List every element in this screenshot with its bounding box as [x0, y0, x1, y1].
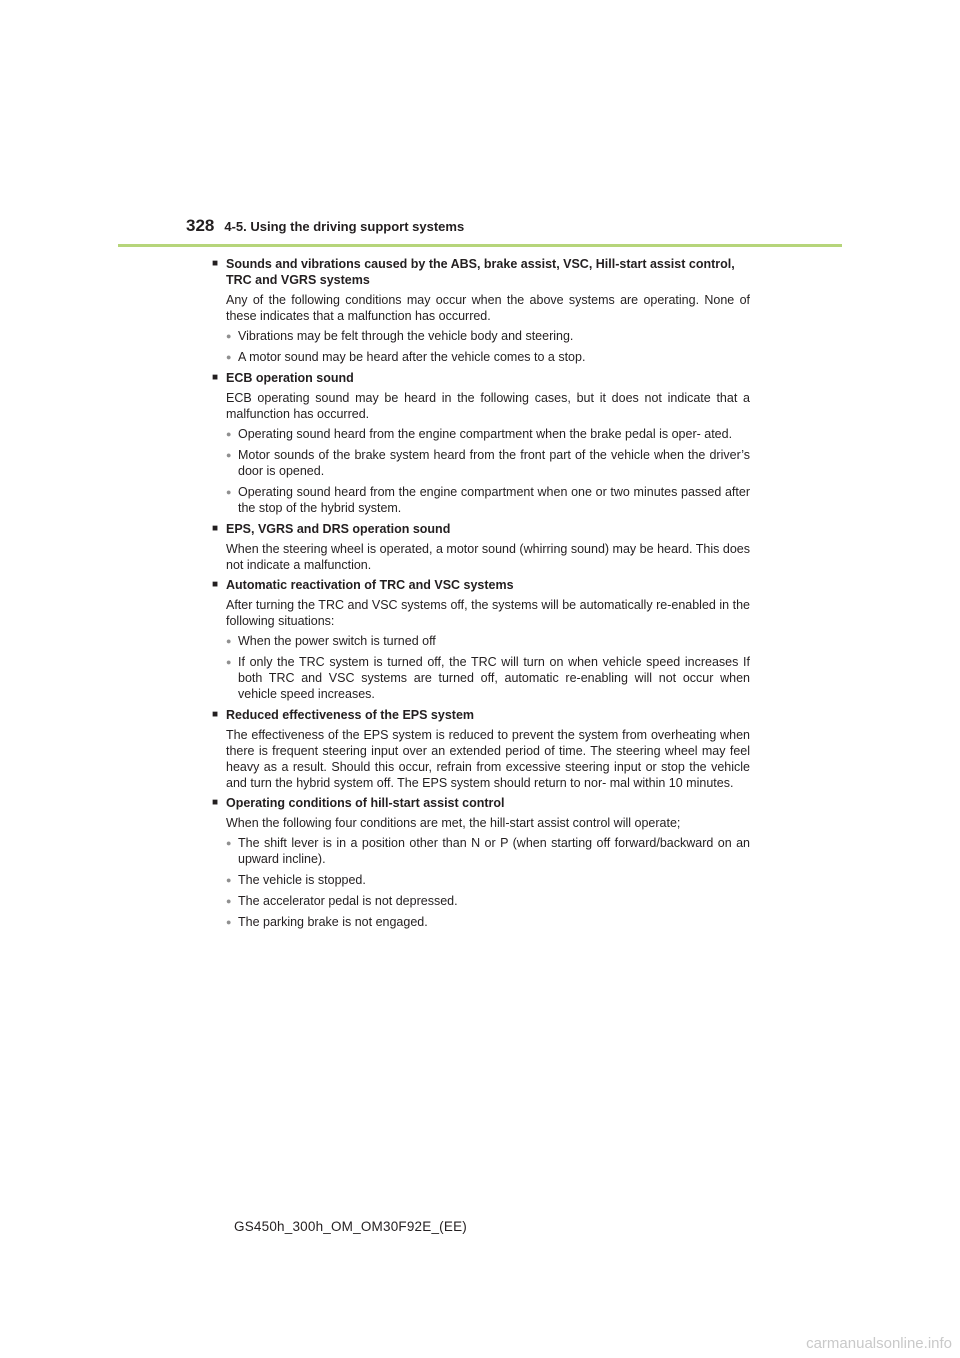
bullet-text: If only the TRC system is turned off, the TRC will turn on when vehicle speed increases If both TRC and VSC systems are turned off, automatic re-enabling will not occur when vehicle speed increases. [238, 655, 750, 701]
section-heading-text: Operating conditions of hill-start assist control [226, 796, 505, 810]
page-header [186, 216, 464, 236]
bullet-text: Operating sound heard from the engine compartment when the brake pedal is oper- ated. [238, 427, 733, 441]
content-section [212, 256, 750, 365]
paragraph: When the following four conditions are met, the hill-start assist control will operate; [226, 816, 681, 830]
bullet-item [226, 633, 750, 649]
bullet-item [226, 872, 750, 888]
bullet-text: The shift lever is in a position other than N or P (when starting off forward/backward on an upward incline). [238, 836, 750, 866]
bullet-item [226, 835, 750, 867]
header-rule [118, 244, 842, 247]
page-content [212, 256, 750, 935]
content-section [212, 795, 750, 930]
circle-bullet-icon: ● [226, 657, 232, 667]
square-bullet-icon: ■ [212, 523, 219, 534]
section-heading [212, 795, 750, 811]
section-heading-text: Reduced effectiveness of the EPS system [226, 708, 475, 722]
bullet-item [226, 654, 750, 702]
circle-bullet-icon: ● [226, 429, 232, 439]
square-bullet-icon: ■ [212, 579, 219, 590]
section-heading-text: EPS, VGRS and DRS operation sound [226, 522, 451, 536]
circle-bullet-icon: ● [226, 875, 232, 885]
circle-bullet-icon: ● [226, 838, 232, 848]
bullet-item [226, 484, 750, 516]
circle-bullet-icon: ● [226, 896, 232, 906]
section-heading [212, 370, 750, 386]
paragraph: After turning the TRC and VSC systems off, the systems will be automatically re-enabled in the following situations: [226, 598, 750, 628]
bullet-item [226, 893, 750, 909]
bullet-text: A motor sound may be heard after the vehicle comes to a stop. [238, 350, 586, 364]
watermark: carmanualsonline.info [806, 1335, 952, 1352]
circle-bullet-icon: ● [226, 636, 232, 646]
bullet-item [226, 349, 750, 365]
section-heading [212, 521, 750, 537]
square-bullet-icon: ■ [212, 372, 219, 383]
section-heading [212, 256, 750, 288]
paragraph: The effectiveness of the EPS system is reduced to prevent the system from overheating when there is frequent steering input over an extended period of time. The steering wheel may feel heavy as a result. Should this occur, refrain from excessive steering input or stop the vehicle and turn the hybrid system off. The EPS system should return to nor- mal within 10 minutes. [226, 728, 750, 790]
bullet-text: Operating sound heard from the engine compartment when one or two minutes passed after the stop of the hybrid system. [238, 485, 750, 515]
circle-bullet-icon: ● [226, 331, 232, 341]
square-bullet-icon: ■ [212, 797, 219, 808]
bullet-item [226, 447, 750, 479]
circle-bullet-icon: ● [226, 450, 232, 460]
circle-bullet-icon: ● [226, 352, 232, 362]
content-section [212, 370, 750, 516]
section-heading-text: Automatic reactivation of TRC and VSC systems [226, 578, 514, 592]
square-bullet-icon: ■ [212, 258, 219, 269]
paragraph: When the steering wheel is operated, a motor sound (whirring sound) may be heard. This does not indicate a malfunction. [226, 542, 750, 572]
content-section [212, 577, 750, 702]
bullet-text: Motor sounds of the brake system heard from the front part of the vehicle when the driver’s door is opened. [238, 448, 750, 478]
bullet-text: Vibrations may be felt through the vehicle body and steering. [238, 329, 574, 343]
content-section [212, 707, 750, 791]
content-section [212, 521, 750, 573]
bullet-text: When the power switch is turned off [238, 634, 436, 648]
section-title: 4-5. Using the driving support systems [224, 219, 465, 234]
bullet-item [226, 328, 750, 344]
circle-bullet-icon: ● [226, 487, 232, 497]
section-heading [212, 577, 750, 593]
section-heading [212, 707, 750, 723]
paragraph: ECB operating sound may be heard in the following cases, but it does not indicate that a malfunction has occurred. [226, 391, 750, 421]
bullet-text: The accelerator pedal is not depressed. [238, 894, 458, 908]
page-number: 328 [186, 216, 215, 235]
footer-code: GS450h_300h_OM_OM30F92E_(EE) [234, 1219, 467, 1234]
paragraph: Any of the following conditions may occur when the above systems are operating. None of these indicates that a malfunction has occurred. [226, 293, 750, 323]
circle-bullet-icon: ● [226, 917, 232, 927]
bullet-item [226, 914, 750, 930]
square-bullet-icon: ■ [212, 709, 219, 720]
bullet-text: The vehicle is stopped. [238, 873, 366, 887]
bullet-text: The parking brake is not engaged. [238, 915, 428, 929]
section-heading-text: Sounds and vibrations caused by the ABS, brake assist, VSC, Hill-start assist control, TRC and VGRS systems [226, 257, 735, 287]
section-heading-text: ECB operation sound [226, 371, 354, 385]
bullet-item [226, 426, 750, 442]
